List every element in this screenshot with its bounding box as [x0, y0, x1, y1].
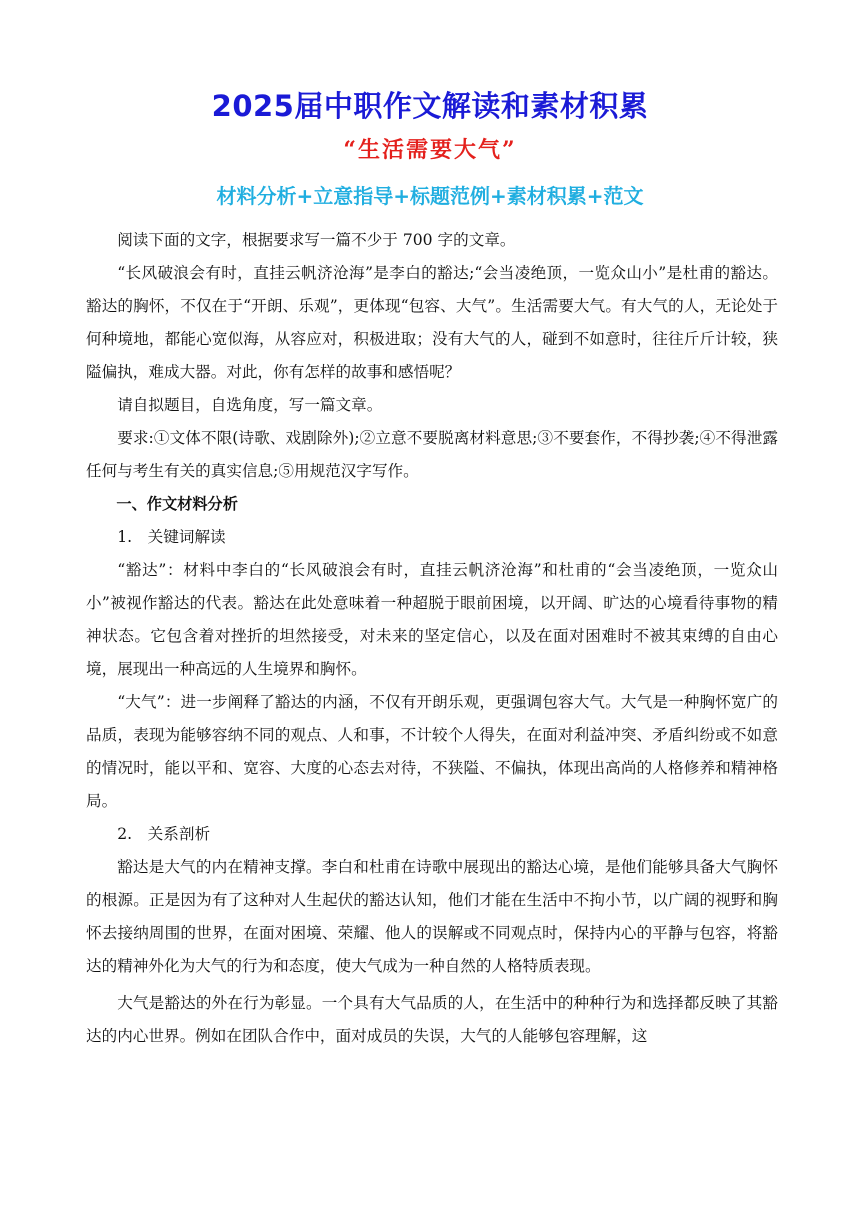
- prompt-intro: 阅读下面的文字，根据要求写一篇不少于 700 字的文章。: [117, 231, 516, 249]
- subsection-heading-relation: 2. 关系剖析: [117, 825, 211, 843]
- paragraph-relation-2: 大气是豁达的外在行为彰显。一个具有大气品质的人，在生活中的种种行为和选择都反映了其豁达的内心世界。例如在团队合作中，面对成员的失误，大气的人能够包容理解，这: [86, 994, 778, 1045]
- prompt-material: “长风破浪会有时，直挂云帆济沧海”是李白的豁达;“会当凌绝顶，一览众山小”是杜甫的豁达。豁达的胸怀，不仅在于“开朗、乐观”，更体现“包容、大气”。生活需要大气。有大气的人，无论处于何种境地，都能心宽似海，从容应对，积极进取；没有大气的人，碰到不如意时，往往斤斤计较，狭隘偏执，难成大器。对此，你有怎样的故事和感悟呢？: [86, 264, 778, 381]
- section-heading: 一、作文材料分析: [116, 495, 238, 513]
- paragraph-daqi: “大气”：进一步阐释了豁达的内涵，不仅有开朗乐观，更强调包容大气。大气是一种胸怀宽广的品质，表现为能够容纳不同的观点、人和事，不计较个人得失，在面对利益冲突、矛盾纠纷或不如意的情况时，能以平和、宽容、大度的心态去对待，不狭隘、不偏执，体现出高尚的人格修养和精神格局。: [86, 693, 778, 810]
- document-outline-line: 材料分析+立意指导+标题范例+素材积累+范文: [216, 184, 644, 208]
- paragraph-relation-1: 豁达是大气的内在精神支撑。李白和杜甫在诗歌中展现出的豁达心境，是他们能够具备大气胸怀的根源。正是因为有了这种对人生起伏的豁达认知，他们才能在生活中不拘小节，以广阔的视野和胸怀去接纳周围的世界，在面对困境、荣耀、他人的误解或不同观点时，保持内心的平静与包容，将豁达的精神外化为大气的行为和态度，使大气成为一种自然的人格特质表现。: [86, 858, 778, 975]
- prompt-instruction: 请自拟题目，自选角度，写一篇文章。: [117, 396, 383, 414]
- document-title: 2025届中职作文解读和素材积累: [211, 89, 649, 123]
- document-subtitle: “生活需要大气”: [343, 137, 517, 163]
- prompt-requirements: 要求:①文体不限(诗歌、戏剧除外);②立意不要脱离材料意思;③不要套作，不得抄袭;④不得泄露任何与考生有关的真实信息;⑤用规范汉字写作。: [86, 429, 778, 480]
- document-body: [86, 224, 778, 1053]
- subsection-heading-keywords: 1. 关键词解读: [117, 528, 226, 546]
- paragraph-huoda: “豁达”：材料中李白的“长风破浪会有时，直挂云帆济沧海”和杜甫的“会当凌绝顶，一览众山小”被视作豁达的代表。豁达在此处意味着一种超脱于眼前困境，以开阔、旷达的心境看待事物的精神状态。它包含着对挫折的坦然接受，对未来的坚定信心，以及在面对困难时不被其束缚的自由心境，展现出一种高远的人生境界和胸怀。: [86, 561, 778, 678]
